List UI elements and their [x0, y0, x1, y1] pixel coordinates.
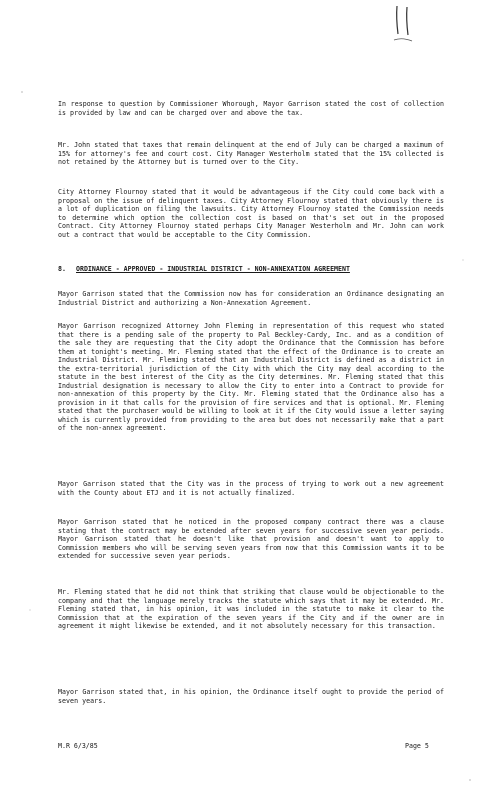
paragraph-1: In response to question by Commissioner Whorough, Mayor Garrison stated the cost of collection is provided by law and can be charged over and above the tax.: [58, 100, 444, 117]
footer-date: M.R 6/3/85: [58, 742, 98, 750]
paragraph-6: Mayor Garrison stated that the City was in the process of trying to work out a new agreement with the County about ETJ and it is not actually finalized.: [58, 480, 444, 497]
section-title: ORDINANCE - APPROVED - INDUSTRIAL DISTRICT - NON-ANNEXATION AGREEMENT: [76, 265, 350, 273]
paragraph-3: City Attorney Flournoy stated that it would be advantageous if the City could come back with a proposal on the issue of delinquent taxes. City Attorney Flournoy stated that obviously there is a lot of duplication on filing the lawsuits. City Attorney Flournoy stated the Commission needs to determine which option the collection cost is based on that's set out in the proposed Contract. City Attorney Flournoy stated perhaps City Manager Westerholm and Mr. John can work out a contract that would be acceptable to the City Commission.: [58, 188, 444, 239]
paragraph-2: Mr. John stated that taxes that remain delinquent at the end of July can be charged a maximum of 15% for attorney's fee and court cost. City Manager Westerholm stated that the 15% collected is not retained by the Attorney but is turned over to the City.: [58, 141, 444, 166]
paragraph-4: Mayor Garrison stated that the Commission now has for consideration an Ordinance designating an Industrial District and authorizing a Non-Annexation Agreement.: [58, 290, 444, 307]
paragraph-8: Mr. Fleming stated that he did not think that striking that clause would be objectionable to the company and that the language merely tracks the statute which says that it may be extended. Mr. Fleming stated that, in his opinion, it was included in the statute to make it clear to the Commission that at the expiration of the seven years if the City and if the owner are in agreement it might likewise be extended, and it not absolutely necessary for this transaction.: [58, 588, 444, 630]
paragraph-9: Mayor Garrison stated that, in his opinion, the Ordinance itself ought to provide the period of seven years.: [58, 688, 444, 705]
paragraph-5: Mayor Garrison recognized Attorney John Fleming in representation of this request who stated that there is a pending sale of the property to Pal Beckley-Cardy, Inc. and as a condition of the sale they are requesting that the City adopt the Ordinance that the Commission has before them at tonight's meeting. Mr. Fleming stated that the effect of the Ordinance is to create an Industrial District. Mr. Fleming stated that an Industrial District is defined as a district in the extra-territorial jurisdiction of the City with which the City may deal according to the statute in the best interest of the City as the City determines. Mr. Fleming stated that this Industrial designation is necessary to allow the City to enter into a Contract to provide for non-annexation of this property by the City. Mr. Fleming stated that the Ordinance also has a provision in it that calls for the provision of fire services and that is optional. Mr. Fleming stated that the purchaser would be willing to look at it if the City would issue a letter saying which is currently provided from providing to the area but does not necessarily make that a part of the non-annex agreement.: [58, 322, 444, 432]
paragraph-7: Mayor Garrison stated that he noticed in the proposed company contract there was a clause stating that the contract may be extended after seven years for successive seven year periods. Mayor Garrison stated that he doesn't like that provision and doesn't want to apply to Commission members who will be serving seven years from now that this Commission wants it to be extended for successive seven year periods.: [58, 518, 444, 560]
section-number: 8.: [58, 265, 66, 273]
footer-page-number: Page 5: [405, 742, 429, 750]
